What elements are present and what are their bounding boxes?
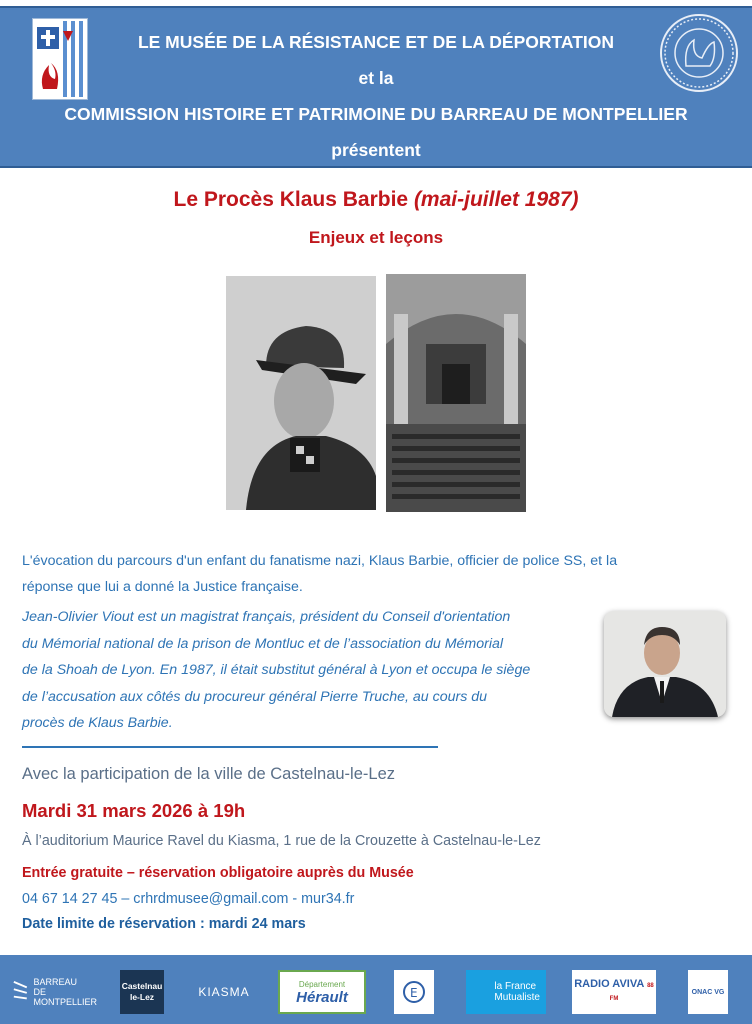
- section-divider: [22, 746, 438, 748]
- header-presentent: présentent: [331, 140, 421, 160]
- barbie-portrait-photo: [226, 276, 376, 510]
- bio-line: du Mémorial national de la prison de Montluc et de l’association du Mémorial: [22, 635, 504, 652]
- herault-logo-line1: Département: [298, 979, 346, 989]
- event-subtitle: Enjeux et leçons: [308, 228, 444, 247]
- castelnau-logo: [120, 970, 164, 1014]
- event-title-main: Le Procès Klaus Barbie: [173, 188, 414, 211]
- bio-line: Jean-Olivier Viout est un magistrat français, président du Conseil d'orientation: [22, 609, 511, 625]
- mutualiste-logo-line1: la France: [494, 981, 537, 992]
- intro-line: réponse que lui a donné la Justice française.: [22, 579, 303, 595]
- event-title: [0, 188, 752, 212]
- courtroom-photo: [386, 274, 526, 512]
- header-connector: et la: [358, 68, 394, 88]
- barreau-montpellier-logo: [12, 970, 106, 1014]
- contact-info: 04 67 14 27 45 – crhrdmusee@gmail.com - mur34.fr: [22, 891, 355, 907]
- entry-info: Entrée gratuite – réservation obligatoire auprès du Musée: [22, 865, 414, 881]
- barreau-logo-line1: BARREAU: [33, 977, 77, 987]
- speaker-photo: [604, 611, 726, 717]
- radio-aviva-logo: [572, 970, 656, 1014]
- castelnau-logo-line2: le-Lez: [129, 992, 155, 1002]
- partners-footer: [0, 955, 752, 1024]
- svg-text:E: E: [410, 986, 418, 1000]
- participation-text: Avec la participation de la ville de Castelnau-le-Lez: [22, 765, 395, 783]
- event-title-dates: (mai-juillet 1987): [413, 188, 579, 211]
- intro-line: L'évocation du parcours d'un enfant du fanatisme nazi, Klaus Barbie, officier de police SS, et la: [22, 553, 618, 569]
- header-museum-name: LE MUSÉE DE LA RÉSISTANCE ET DE LA DÉPORTATION: [137, 32, 615, 52]
- herault-logo-line2: Hérault: [296, 988, 348, 1006]
- intro-paragraph: [22, 548, 734, 600]
- header-commission-name: COMMISSION HISTOIRE ET PATRIMOINE DU BARREAU DE MONTPELLIER: [64, 104, 688, 124]
- bio-line: de l’accusation aux côtés du procureur général Pierre Truche, au cours du: [22, 688, 488, 705]
- gov-education-logo: [394, 970, 434, 1014]
- event-date: Mardi 31 mars 2026 à 19h: [22, 800, 246, 821]
- reservation-deadline: Date limite de réservation : mardi 24 mars: [22, 916, 306, 932]
- france-mutualiste-logo: [466, 970, 546, 1014]
- radio-aviva-name: RADIO AVIVA: [574, 978, 645, 990]
- barreau-logo-line2: DE MONTPELLIER: [33, 987, 97, 1007]
- herault-logo: [278, 970, 366, 1014]
- castelnau-logo-line1: Castelnau: [121, 981, 163, 991]
- onacvg-logo: ONAC VG: [688, 970, 728, 1014]
- kiasma-logo: KIASMA: [198, 984, 250, 999]
- header-banner: [0, 6, 752, 168]
- event-venue: À l’auditorium Maurice Ravel du Kiasma, 1 rue de la Crouzette à Castelnau-le-Lez: [22, 833, 541, 849]
- bio-line: de la Shoah de Lyon. En 1987, il était substitut général à Lyon et occupa le siège: [22, 662, 531, 678]
- bio-line: procès de Klaus Barbie.: [22, 715, 173, 731]
- mutualiste-logo-line2: Mutualiste: [494, 992, 540, 1003]
- radio-aviva-frequency: 88 FM: [609, 983, 654, 1002]
- speaker-bio: [22, 604, 602, 737]
